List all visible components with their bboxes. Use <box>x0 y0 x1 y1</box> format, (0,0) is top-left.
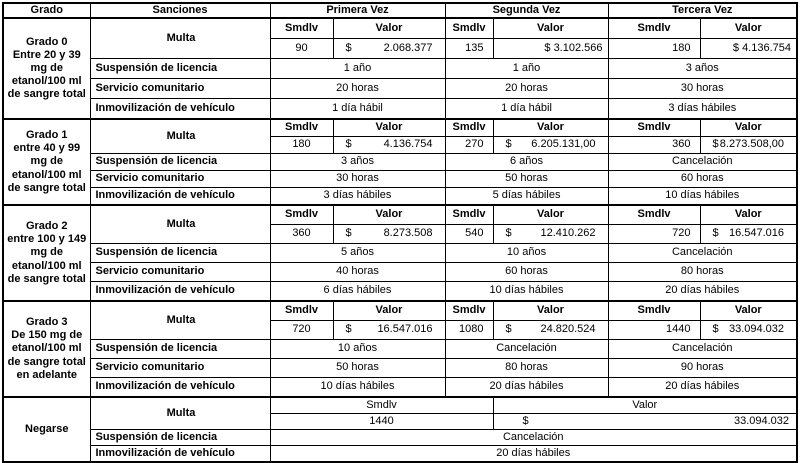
sanction-suspension-licencia: Suspensión de licencia <box>90 244 270 263</box>
servicio-value: 60 horas <box>445 263 608 282</box>
grado-0-subheader-row <box>3 18 797 39</box>
amount: 16.547.016 <box>377 323 433 336</box>
grado-1-servicio-row <box>3 171 797 188</box>
smdlv-value: 540 <box>445 225 493 244</box>
smdlv-value: 90 <box>270 39 333 59</box>
amount: 12.410.262 <box>540 227 596 240</box>
subheader-smdlv: Smdlv <box>445 301 493 321</box>
valor-value <box>333 321 445 340</box>
subheader-valor: Valor <box>700 301 797 321</box>
servicio-value: 20 horas <box>445 79 608 99</box>
smdlv-value: 360 <box>270 225 333 244</box>
table-header-row <box>3 3 797 18</box>
subheader-valor: Valor <box>493 397 797 414</box>
col-header-sanciones: Sanciones <box>90 3 270 18</box>
grade-line: mg de <box>30 155 63 168</box>
servicio-value: 50 horas <box>445 171 608 188</box>
smdlv-value: 180 <box>270 137 333 154</box>
valor-value: $ 3.102.566 <box>493 39 608 59</box>
col-header-primera-vez: Primera Vez <box>270 3 445 18</box>
currency-symbol: $ <box>712 138 719 151</box>
subheader-smdlv: Smdlv <box>270 205 333 225</box>
sanction-multa: Multa <box>90 18 270 59</box>
inmovilizacion-value: 1 día hábil <box>445 99 608 120</box>
amount: 33.094.032 <box>728 323 785 336</box>
sanction-suspension-licencia: Suspensión de licencia <box>90 154 270 171</box>
currency-symbol: $ <box>345 138 352 151</box>
currency-symbol: $ <box>712 323 719 336</box>
grade-line: mg de <box>30 61 63 74</box>
smdlv-value: 360 <box>608 137 700 154</box>
sanction-inmovilizacion-vehiculo: Inmovilización de vehículo <box>90 378 270 398</box>
grade-line: Entre 20 y 39 <box>12 48 81 61</box>
subheader-valor: Valor <box>700 205 797 225</box>
grado-1-suspension-row <box>3 154 797 171</box>
valor-value <box>493 225 608 244</box>
grade-line: entre 40 y 99 <box>13 142 81 155</box>
valor-value: $ 4.136.754 <box>700 39 797 59</box>
sanction-inmovilizacion-vehiculo: Inmovilización de vehículo <box>90 446 270 463</box>
grade-line: Grado 3 <box>25 316 68 329</box>
grade-cell-grado-3 <box>3 301 90 397</box>
inmovilizacion-value: 20 días hábiles <box>445 378 608 398</box>
grade-cell-grado-0 <box>3 18 90 119</box>
servicio-value: 90 horas <box>608 359 797 378</box>
valor-value <box>700 225 797 244</box>
suspension-value: 10 años <box>270 340 445 359</box>
smdlv-value: 1440 <box>608 321 700 340</box>
inmovilizacion-value: 10 días hábiles <box>445 282 608 302</box>
valor-value <box>700 321 797 340</box>
col-header-segunda-vez: Segunda Vez <box>445 3 608 18</box>
valor-value <box>493 414 797 430</box>
subheader-valor: Valor <box>493 205 608 225</box>
grado-2-inmovilizacion-row <box>3 282 797 302</box>
grade-line: de sangre total <box>7 88 86 101</box>
smdlv-value: 1080 <box>445 321 493 340</box>
subheader-valor: Valor <box>333 119 445 137</box>
grade-line: etanol/100 ml <box>11 259 82 272</box>
grade-line: Grado 2 <box>25 220 68 233</box>
sanctions-table <box>2 2 798 463</box>
subheader-smdlv: Smdlv <box>608 18 700 39</box>
grade-line: De 150 mg de <box>11 329 83 342</box>
subheader-smdlv: Smdlv <box>608 205 700 225</box>
amount: 8.273.508,00 <box>719 138 785 151</box>
sanction-multa: Multa <box>90 205 270 244</box>
grade-line: mg de <box>30 246 63 259</box>
sanction-inmovilizacion-vehiculo: Inmovilización de vehículo <box>90 188 270 206</box>
negarse-subheader-row <box>3 397 797 414</box>
subheader-valor: Valor <box>493 301 608 321</box>
inmovilizacion-value: 5 días hábiles <box>445 188 608 206</box>
sanction-servicio-comunitario: Servicio comunitario <box>90 171 270 188</box>
subheader-smdlv: Smdlv <box>270 18 333 39</box>
subheader-smdlv: Smdlv <box>270 397 493 414</box>
subheader-smdlv: Smdlv <box>608 301 700 321</box>
servicio-value: 80 horas <box>445 359 608 378</box>
grade-line: etanol/100 ml <box>11 342 82 355</box>
sanction-servicio-comunitario: Servicio comunitario <box>90 359 270 378</box>
grado-2-subheader-row <box>3 205 797 225</box>
valor-value <box>493 137 608 154</box>
sanction-multa: Multa <box>90 301 270 340</box>
suspension-value: 3 años <box>608 59 797 79</box>
sanction-inmovilizacion-vehiculo: Inmovilización de vehículo <box>90 282 270 302</box>
currency-symbol: $ <box>522 414 529 427</box>
smdlv-value: 720 <box>270 321 333 340</box>
suspension-value: Cancelación <box>608 340 797 359</box>
smdlv-value: 135 <box>445 39 493 59</box>
valor-value <box>333 137 445 154</box>
valor-value <box>700 137 797 154</box>
smdlv-value: 180 <box>608 39 700 59</box>
suspension-value: Cancelación <box>270 430 797 446</box>
sanction-suspension-licencia: Suspensión de licencia <box>90 59 270 79</box>
suspension-value: 6 años <box>445 154 608 171</box>
grade-line: de sangre total <box>7 181 86 194</box>
grade-line: de sangre total <box>7 272 86 285</box>
inmovilizacion-value: 10 días hábiles <box>608 188 797 206</box>
amount: 2.068.377 <box>383 41 433 54</box>
suspension-value: Cancelación <box>608 244 797 263</box>
grade-line: entre 100 y 149 <box>7 233 87 246</box>
subheader-smdlv: Smdlv <box>270 301 333 321</box>
subheader-smdlv: Smdlv <box>270 119 333 137</box>
inmovilizacion-value: 20 días hábiles <box>608 282 797 302</box>
col-header-grado: Grado <box>3 3 90 18</box>
servicio-value: 30 horas <box>270 171 445 188</box>
grado-0-suspension-row <box>3 59 797 79</box>
grado-0-inmovilizacion-row <box>3 99 797 120</box>
grade-cell-grado-1 <box>3 119 90 205</box>
smdlv-value: 720 <box>608 225 700 244</box>
currency-symbol: $ <box>345 323 352 336</box>
grado-0-servicio-row <box>3 79 797 99</box>
valor-value <box>333 39 445 59</box>
negarse-suspension-row <box>3 430 797 446</box>
valor-value <box>333 225 445 244</box>
inmovilizacion-value: 1 día hábil <box>270 99 445 120</box>
servicio-value: 80 horas <box>608 263 797 282</box>
col-header-tercera-vez: Tercera Vez <box>608 3 797 18</box>
currency-symbol: $ <box>505 227 512 240</box>
inmovilizacion-value: 20 días hábiles <box>270 446 797 463</box>
grade-line: Grado 1 <box>25 129 68 142</box>
grade-line: etanol/100 ml <box>11 168 82 181</box>
sanction-servicio-comunitario: Servicio comunitario <box>90 263 270 282</box>
inmovilizacion-value: 10 días hábiles <box>270 378 445 398</box>
suspension-value: 10 años <box>445 244 608 263</box>
suspension-value: 5 años <box>270 244 445 263</box>
servicio-value: 50 horas <box>270 359 445 378</box>
currency-symbol: $ <box>345 227 352 240</box>
grado-2-suspension-row <box>3 244 797 263</box>
subheader-valor: Valor <box>333 18 445 39</box>
grado-3-servicio-row <box>3 359 797 378</box>
grade-line: de sangre total <box>7 355 86 368</box>
suspension-value: 1 año <box>445 59 608 79</box>
servicio-value: 60 horas <box>608 171 797 188</box>
amount: 33.094.032 <box>733 414 790 427</box>
suspension-value: 1 año <box>270 59 445 79</box>
servicio-value: 40 horas <box>270 263 445 282</box>
grado-3-subheader-row <box>3 301 797 321</box>
sanction-servicio-comunitario: Servicio comunitario <box>90 79 270 99</box>
currency-symbol: $ <box>345 41 352 54</box>
servicio-value: 20 horas <box>270 79 445 99</box>
grado-3-inmovilizacion-row <box>3 378 797 398</box>
grado-1-inmovilizacion-row <box>3 188 797 206</box>
inmovilizacion-value: 3 días hábiles <box>270 188 445 206</box>
grade-line: en adelante <box>16 368 78 381</box>
subheader-smdlv: Smdlv <box>445 119 493 137</box>
servicio-value: 30 horas <box>608 79 797 99</box>
inmovilizacion-value: 3 días hábiles <box>608 99 797 120</box>
grado-3-suspension-row <box>3 340 797 359</box>
sanction-multa: Multa <box>90 119 270 154</box>
grado-2-servicio-row <box>3 263 797 282</box>
sanction-suspension-licencia: Suspensión de licencia <box>90 430 270 446</box>
sanction-multa: Multa <box>90 397 270 430</box>
grade-line: Grado 0 <box>25 35 68 48</box>
suspension-value: Cancelación <box>608 154 797 171</box>
amount: 6.205.131,00 <box>531 138 596 151</box>
amount: 4.136.754 <box>383 138 433 151</box>
negarse-inmovilizacion-row <box>3 446 797 463</box>
subheader-smdlv: Smdlv <box>608 119 700 137</box>
inmovilizacion-value: 6 días hábiles <box>270 282 445 302</box>
subheader-valor: Valor <box>333 301 445 321</box>
grado-1-subheader-row <box>3 119 797 137</box>
subheader-smdlv: Smdlv <box>445 205 493 225</box>
valor-value <box>493 321 608 340</box>
grade-line: etanol/100 ml <box>11 75 82 88</box>
smdlv-value: 1440 <box>270 414 493 430</box>
smdlv-value: 270 <box>445 137 493 154</box>
subheader-valor: Valor <box>493 18 608 39</box>
inmovilizacion-value: 20 días hábiles <box>608 378 797 398</box>
subheader-valor: Valor <box>333 205 445 225</box>
amount: 24.820.524 <box>540 323 596 336</box>
grade-cell-grado-2 <box>3 205 90 301</box>
subheader-valor: Valor <box>700 119 797 137</box>
suspension-value: 3 años <box>270 154 445 171</box>
amount: 16.547.016 <box>728 227 785 240</box>
subheader-valor: Valor <box>493 119 608 137</box>
grade-cell-negarse: Negarse <box>3 397 90 462</box>
sanction-suspension-licencia: Suspensión de licencia <box>90 340 270 359</box>
suspension-value: Cancelación <box>445 340 608 359</box>
currency-symbol: $ <box>505 138 512 151</box>
currency-symbol: $ <box>505 323 512 336</box>
currency-symbol: $ <box>712 227 719 240</box>
subheader-valor: Valor <box>700 18 797 39</box>
subheader-smdlv: Smdlv <box>445 18 493 39</box>
amount: 8.273.508 <box>383 227 433 240</box>
sanction-inmovilizacion-vehiculo: Inmovilización de vehículo <box>90 99 270 120</box>
